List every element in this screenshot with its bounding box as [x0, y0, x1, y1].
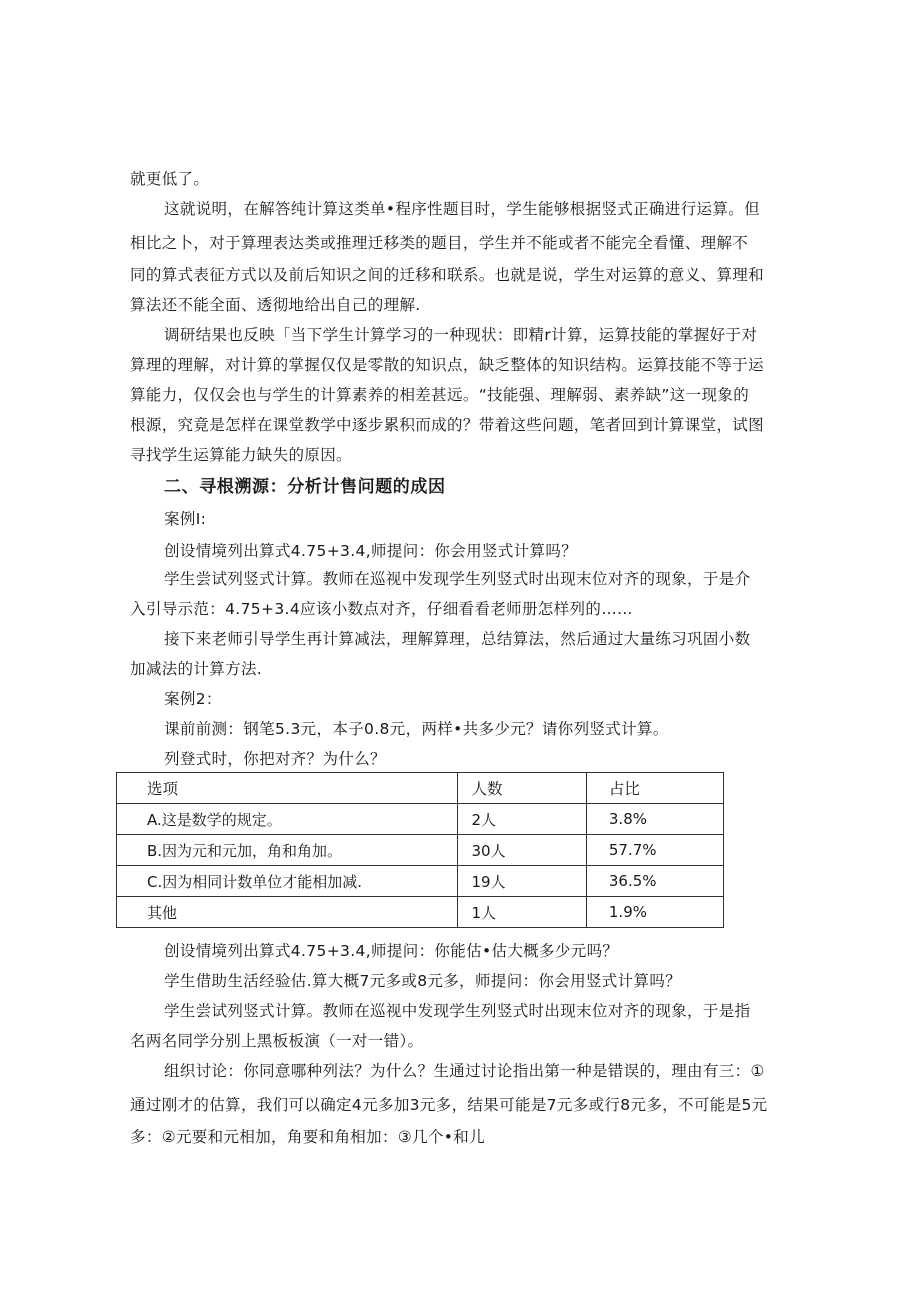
option-cell: B.因为元和元加，角和角加。: [117, 835, 458, 866]
option-cell: 其他: [117, 897, 458, 928]
table-header-row: [117, 773, 724, 804]
paragraph-line: 学生尝试列竖式计算。教师在巡视中发现学生列竖式时出现末位对齐的现象，于是指: [164, 1002, 751, 1020]
case1-line: 入引导示范：4.75+3.4应该小数点对齐，仔细看看老师册怎样列的……: [130, 600, 633, 618]
case1-line: 接下来老师引导学生再计算减法，理解算理，总结算法，然后通过大量练习巩固小数: [164, 630, 751, 648]
paragraph-line: 这就说明，在解答纯计算这类单•程序性题目时，学生能够根据竖式正确进行运算。但: [164, 200, 760, 218]
paragraph-line: 算理的理解，对计算的掌握仅仅是零散的知识点，缺乏整体的知识结构。运算技能不等于运: [130, 356, 765, 374]
case2-title: 案例2：: [164, 690, 222, 708]
header-ratio: 占比: [586, 773, 723, 804]
paragraph-line: 通过刚才的估算，我们可以确定4元多加3元多，结果可能是7元多或行8元多，不可能是5元: [130, 1096, 768, 1114]
case2-line: 课前前测：钢笔5.3元，本子0.8元，两样•共多少元？请你列竖式计算。: [164, 720, 669, 738]
count-cell: 2人: [457, 804, 586, 835]
case1-line: 加减法的计算方法.: [130, 660, 263, 678]
paragraph-line: 多：②元要和元相加，角要和角相加：③几个•和儿: [130, 1128, 485, 1146]
table-row: [117, 866, 724, 897]
paragraph-line: 名两名同学分别上黑板板演（一对一错）。: [130, 1032, 424, 1050]
paragraph-line: 学生借助生活经验估.算大概7元多或8元多，师提问：你会用竖式计算吗？: [164, 972, 682, 990]
paragraph-line: 寻找学生运算能力缺失的原因。: [130, 446, 352, 464]
option-cell: C.因为相同计数单位才能相加减.: [117, 866, 458, 897]
table-row: [117, 804, 724, 835]
paragraph-line: 调研结果也反映「当下学生计算学习的一种现状：即精r计算，运算技能的掌握好于对: [164, 326, 758, 344]
ratio-cell: 57.7%: [586, 835, 723, 866]
paragraph-line: 就更低了。: [130, 170, 210, 188]
header-option: 选项: [117, 773, 458, 804]
paragraph-line: 算能力，仅仅会也与学生的计算素养的相差甚远。“技能强、理解弱、素养缺”这一现象的: [130, 386, 750, 404]
section-heading: 二、寻根溯源：分析计售问题的成因: [164, 477, 446, 497]
header-count: 人数: [457, 773, 586, 804]
case2-line: 列登式时，你把对齐？为什么？: [164, 750, 386, 768]
case1-line: 学生尝试列竖式计算。教师在巡视中发现学生列竖式时出现末位对齐的现象，于是介: [164, 570, 751, 588]
case1-line: 创设情境列出算式4.75+3.4,师提问：你会用竖式计算吗？: [164, 542, 578, 560]
paragraph-line: 同的算式表征方式以及前后知识之间的迁移和联系。也就是说，学生对运算的意义、算理和: [130, 266, 765, 284]
count-cell: 1人: [457, 897, 586, 928]
ratio-cell: 3.8%: [586, 804, 723, 835]
count-cell: 19人: [457, 866, 586, 897]
paragraph-line: 根源，究竟是怎样在课堂教学中逐步累积而成的？带着这些问题，笔者回到计算课堂，试图: [130, 416, 765, 434]
table-row: [117, 835, 724, 866]
survey-table: [116, 772, 724, 928]
table-row: [117, 897, 724, 928]
case1-title: 案例I:: [164, 510, 207, 528]
ratio-cell: 1.9%: [586, 897, 723, 928]
ratio-cell: 36.5%: [586, 866, 723, 897]
paragraph-line: 算法还不能全面、透彻地给出自己的理解.: [130, 296, 421, 314]
count-cell: 30人: [457, 835, 586, 866]
paragraph-line: 组织讨论：你同意哪种列法？为什么？生通过讨论指出第一种是错误的，理由有三：①: [164, 1062, 765, 1080]
paragraph-line: 相比之卜，对于算理表达类或推理迁移类的题目，学生并不能或者不能完全看懂、理解不: [130, 234, 749, 252]
paragraph-line: 创设情境列出算式4.75+3.4,师提问：你能估•估大概多少元吗？: [164, 942, 619, 960]
option-cell: A.这是数学的规定。: [117, 804, 458, 835]
